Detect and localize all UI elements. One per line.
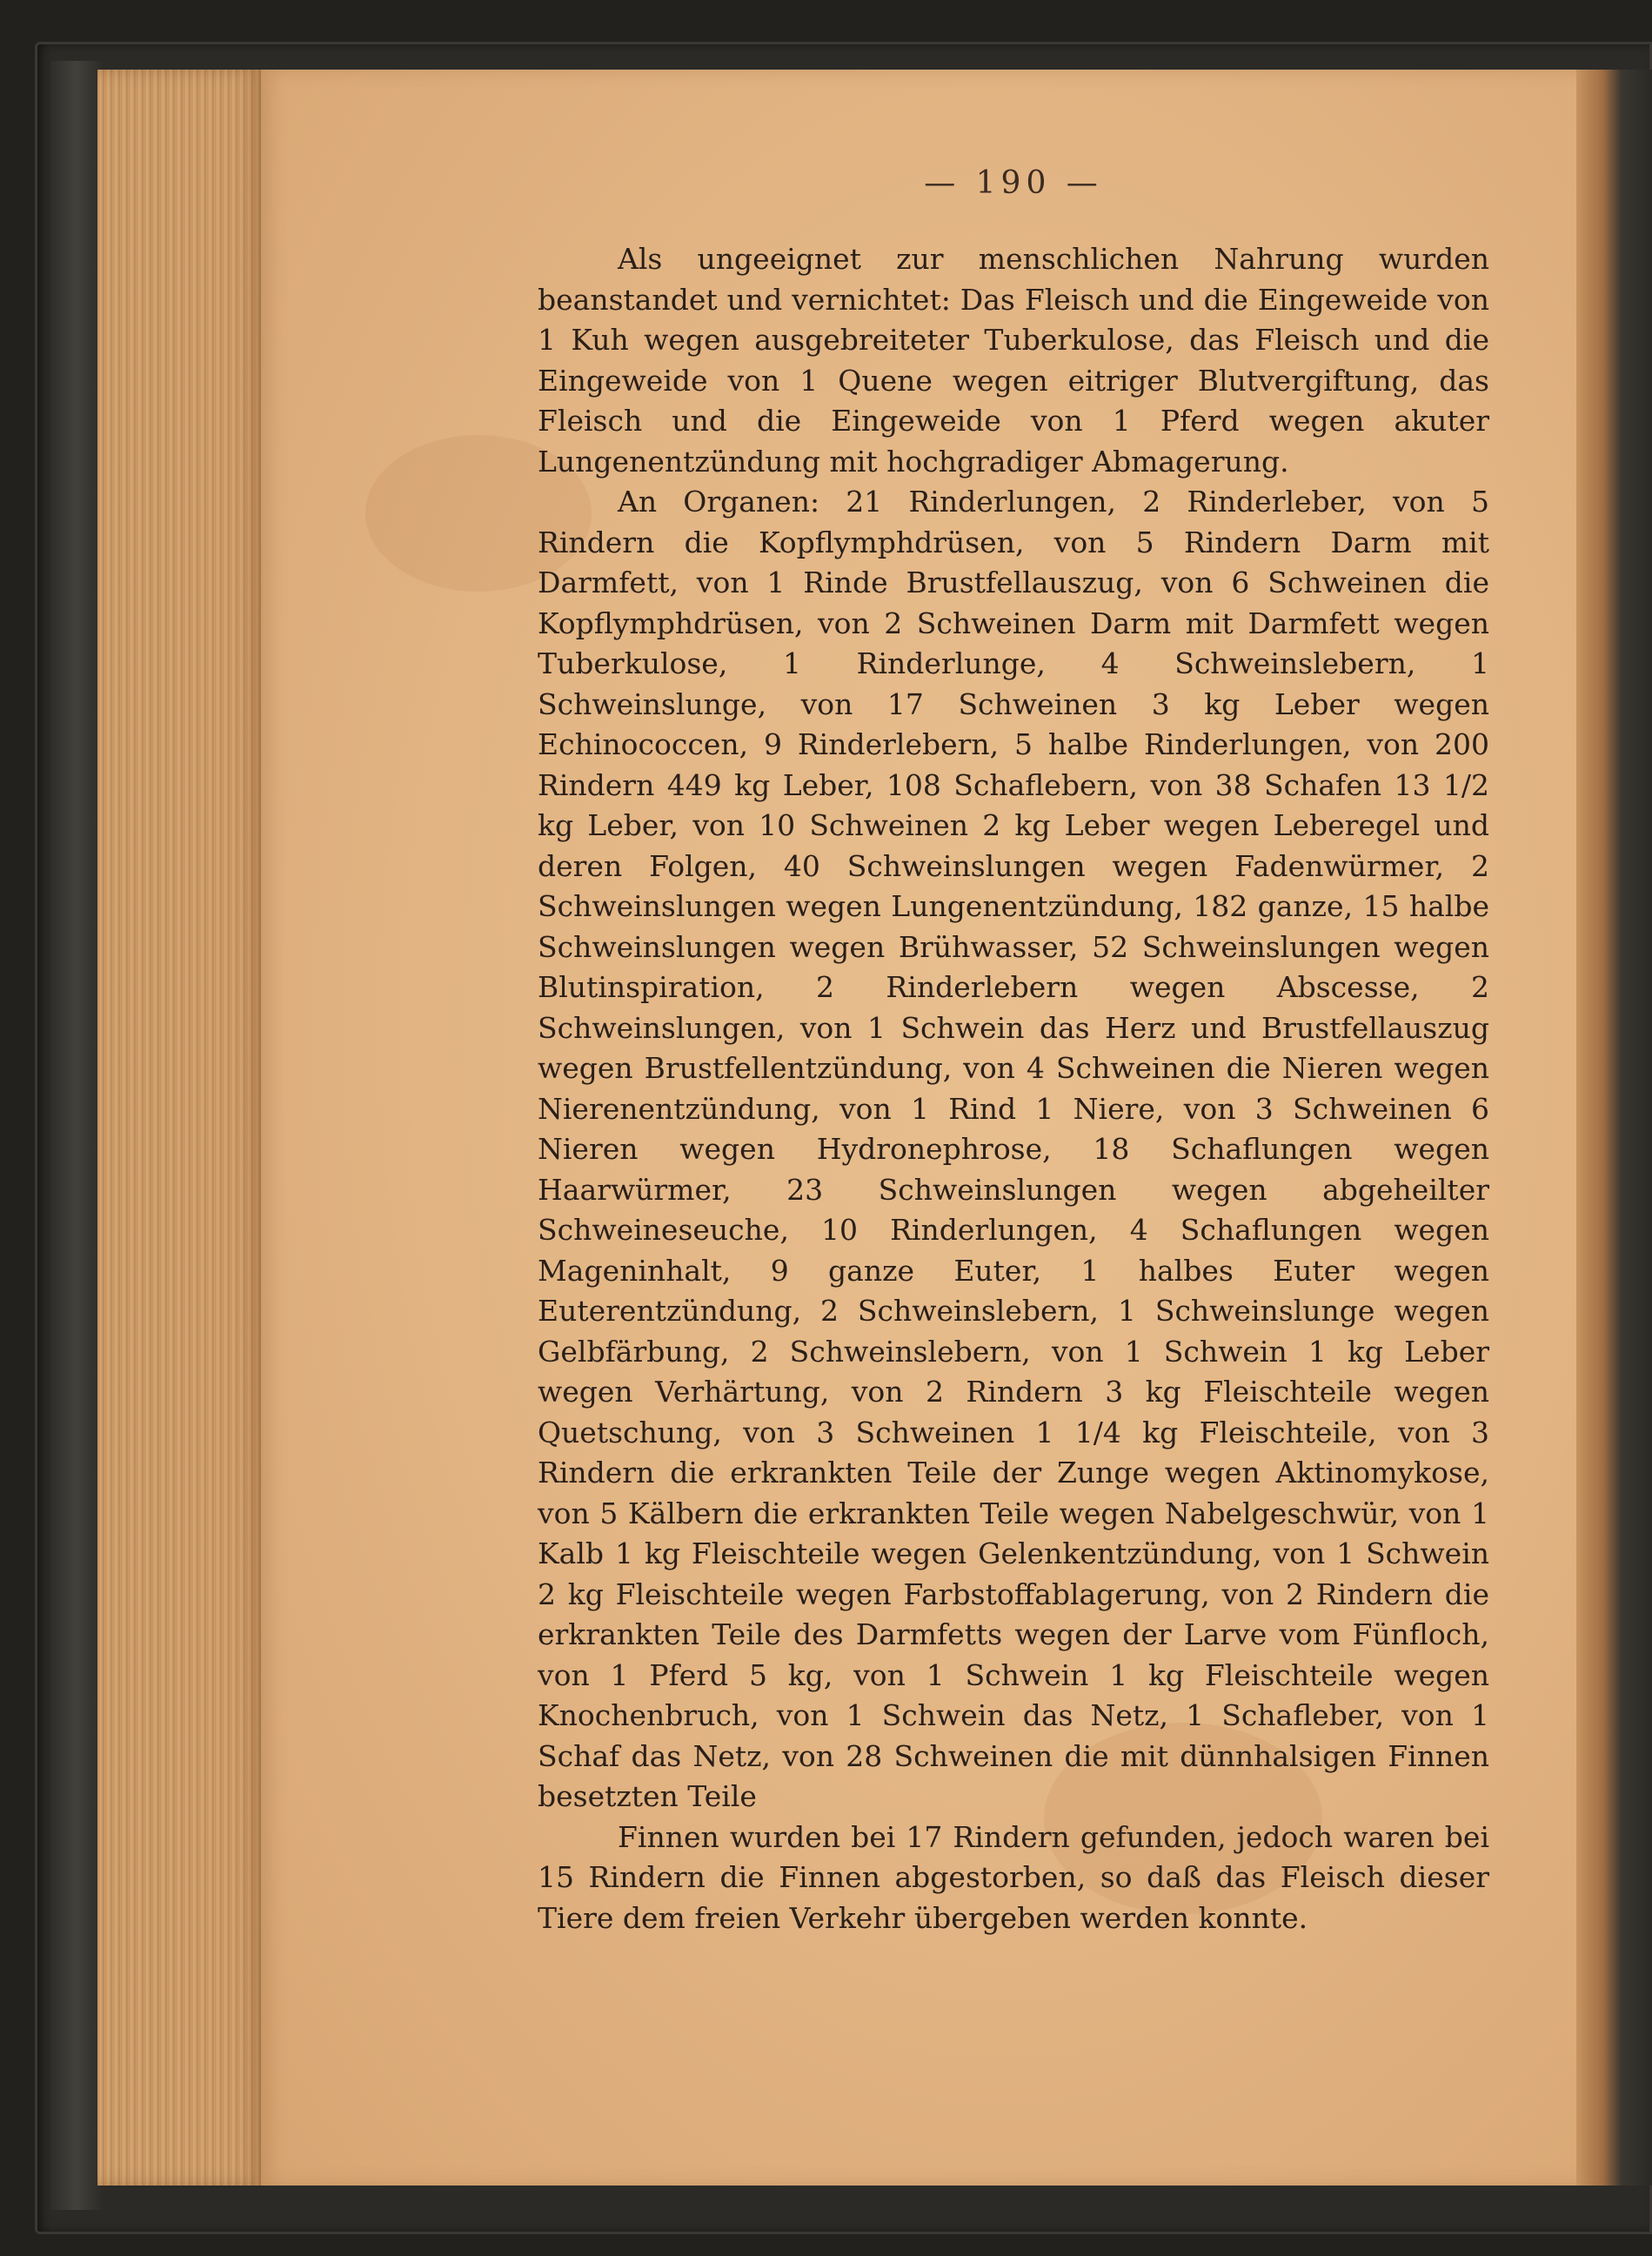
page-stack-edges — [97, 70, 263, 2186]
paragraph-3: Finnen wurden bei 17 Rindern gefunden, jedoch waren bei 15 Rindern die Finnen abgestorben, so daß das Fleisch dieser Tiere dem freien Verkehr übergeben werden konnte. — [538, 1819, 1489, 1935]
paragraph-1: Als ungeeignet zur menschlichen Nahrung wurden beanstandet und vernichtet: Das Fleisch und die Eingeweide von 1 Kuh wegen ausgebreiteter Tuberkulose, das Fleisch und die Eingeweide von 1 Quene wegen eitriger Blutvergiftung, das Fleisch und die Eingeweide von 1 Pferd wegen akuter Lungenentzündung mit hochgradiger Abmagerung. — [538, 242, 1489, 479]
page-number: — 190 — — [924, 165, 1103, 201]
paragraph-2: An Organen: 21 Rinderlungen, 2 Rinderleber, von 5 Rindern die Kopflymphdrüsen, von 5 Rindern Darm mit Darmfett, von 1 Rinde Brustfellauszug, von 6 Schweinen die Kopflymphdrüsen, von 2 Schweinen Darm mit Darmfett wegen Tuberkulose, 1 Rinderlunge, 4 Schweinslebern, 1 Schweinslunge, von 17 Schweinen 3 kg Leber wegen Echinococcen, 9 Rinderlebern, 5 halbe Rinderlungen, von 200 Rindern 449 kg Leber, 108 Schaflebern, von 38 Schafen 13 1/2 kg Leber, von 10 Schweinen 2 kg Leber wegen Leberegel und deren Folgen, 40 Schweinslungen wegen Fadenwürmer, 2 Schweinslungen wegen Lungenentzündung, 182 ganze, 15 halbe Schweinslungen wegen Brühwasser, 52 Schweinslungen wegen Blutinspiration, 2 Rinderlebern wegen Abscesse, 2 Schweinslungen, von 1 Schwein das Herz und Brustfellauszug wegen Brustfellentzündung, von 4 Schweinen die Nieren wegen Nierenentzündung, von 1 Rind 1 Niere, von 3 Schweinen 6 Nieren wegen Hydronephrose, 18 Schaflungen wegen Haarwürmer, 23 Schweinslungen wegen abgeheilter Schweineseuche, 10 Rinderlungen, 4 Schaflungen wegen Mageninhalt, 9 ganze Euter, 1 halbes Euter wegen Euterentzündung, 2 Schweinslebern, 1 Schweinslunge wegen Gelbfärbung, 2 Schweinslebern, von 1 Schwein 1 kg Leber wegen Verhärtung, von 2 Rindern 3 kg Fleischteile wegen Quetschung, von 3 Schweinen 1 1/4 kg Fleischteile, von 3 Rindern die erkrankten Teile der Zunge wegen Aktinomykose, von 5 Kälbern die erkrankten Teile wegen Nabelgeschwür, von 1 Kalb 1 kg Fleischteile wegen Gelenkentzündung, von 1 Schwein 2 kg Fleischteile wegen Farbstoffablagerung, von 2 Rindern die erkrankten Teile des Darmfetts wegen der Larve vom Fünfloch, von 1 Pferd 5 kg, von 1 Schwein 1 kg Fleischteile wegen Knochenbruch, von 1 Schwein das Netz, 1 Schafleber, von 1 Schaf das Netz, von 28 Schweinen die mit dünnhalsigen Finnen besetzten Teile — [538, 485, 1489, 1813]
page-gutter — [1576, 70, 1652, 2186]
cover-spine-edge — [50, 61, 103, 2210]
page-text-block — [538, 165, 1489, 1938]
